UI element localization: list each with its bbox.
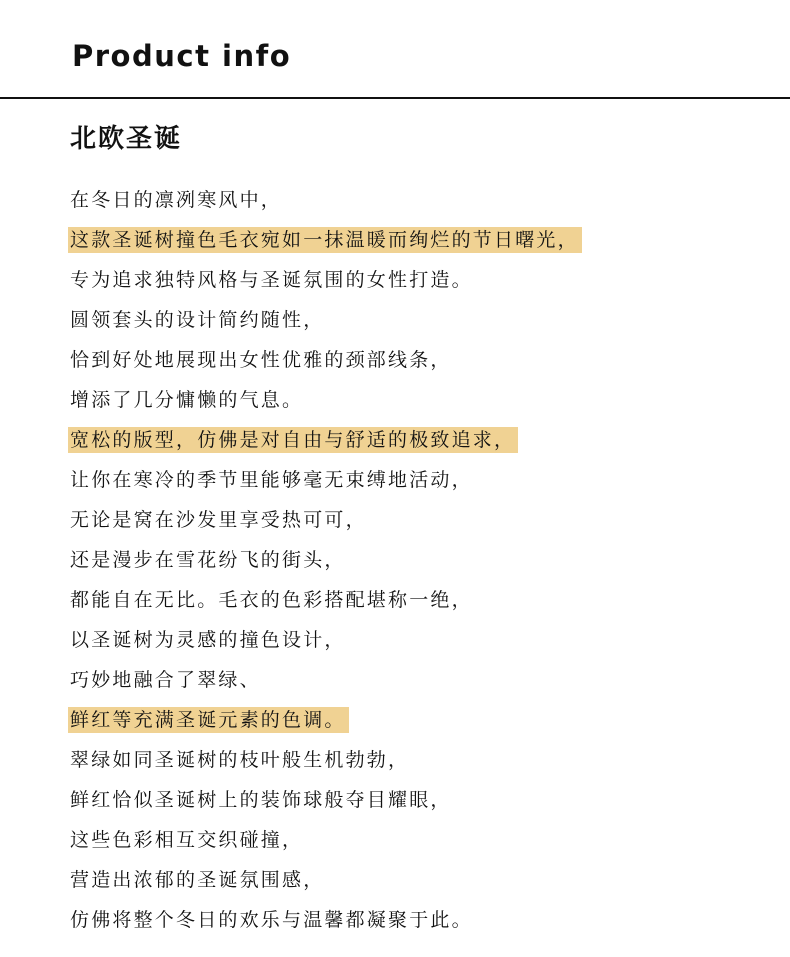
description-line bbox=[0, 500, 790, 540]
description-line bbox=[0, 380, 790, 420]
description-line bbox=[0, 580, 790, 620]
description-line bbox=[0, 460, 790, 500]
description-line bbox=[0, 780, 790, 820]
description-line-text: 让你在寒冷的季节里能够毫无束缚地活动， bbox=[70, 469, 473, 491]
header-divider bbox=[0, 97, 790, 99]
description-line bbox=[0, 860, 790, 900]
description-line-text: 都能自在无比。毛衣的色彩搭配堪称一绝， bbox=[70, 589, 473, 611]
description-line-text: 还是漫步在雪花纷飞的街头， bbox=[70, 549, 346, 571]
description-line-text: 圆领套头的设计简约随性， bbox=[70, 309, 325, 331]
highlighted-description-line bbox=[0, 420, 790, 460]
description-line bbox=[0, 260, 790, 300]
description-line bbox=[0, 300, 790, 340]
description-line-text: 仿佛将整个冬日的欢乐与温馨都凝聚于此。 bbox=[70, 909, 473, 931]
description-line bbox=[0, 620, 790, 660]
description-line-text: 恰到好处地展现出女性优雅的颈部线条， bbox=[70, 349, 452, 371]
description-line-text: 巧妙地融合了翠绿、 bbox=[70, 669, 261, 691]
description-line bbox=[0, 820, 790, 860]
highlighted-description-line bbox=[0, 700, 790, 740]
description-line-text: 无论是窝在沙发里享受热可可， bbox=[70, 509, 367, 531]
description-line-text: 翠绿如同圣诞树的枝叶般生机勃勃， bbox=[70, 749, 410, 771]
description-line bbox=[0, 540, 790, 580]
product-description bbox=[0, 180, 790, 940]
description-line-text: 鲜红恰似圣诞树上的装饰球般夺目耀眼， bbox=[70, 789, 452, 811]
description-line-text: 在冬日的凛冽寒风中， bbox=[70, 189, 283, 211]
highlighted-description-line bbox=[0, 220, 790, 260]
description-line-text: 鲜红等充满圣诞元素的色调。 bbox=[68, 707, 349, 733]
page-header bbox=[0, 0, 790, 100]
description-line bbox=[0, 900, 790, 940]
description-line-text: 这款圣诞树撞色毛衣宛如一抹温暖而绚烂的节日曙光， bbox=[68, 227, 582, 253]
description-line-text: 这些色彩相互交织碰撞， bbox=[70, 829, 304, 851]
description-line bbox=[0, 340, 790, 380]
description-line-text: 专为追求独特风格与圣诞氛围的女性打造。 bbox=[70, 269, 473, 291]
page-title: Product info bbox=[72, 39, 292, 73]
description-line-text: 增添了几分慵懒的气息。 bbox=[70, 389, 304, 411]
description-line bbox=[0, 740, 790, 780]
description-line bbox=[0, 660, 790, 700]
description-line bbox=[0, 180, 790, 220]
description-line-text: 营造出浓郁的圣诞氛围感， bbox=[70, 869, 325, 891]
description-line-text: 宽松的版型，仿佛是对自由与舒适的极致追求， bbox=[68, 427, 518, 453]
section-heading: 北欧圣诞 bbox=[70, 124, 183, 154]
description-line-text: 以圣诞树为灵感的撞色设计， bbox=[70, 629, 346, 651]
